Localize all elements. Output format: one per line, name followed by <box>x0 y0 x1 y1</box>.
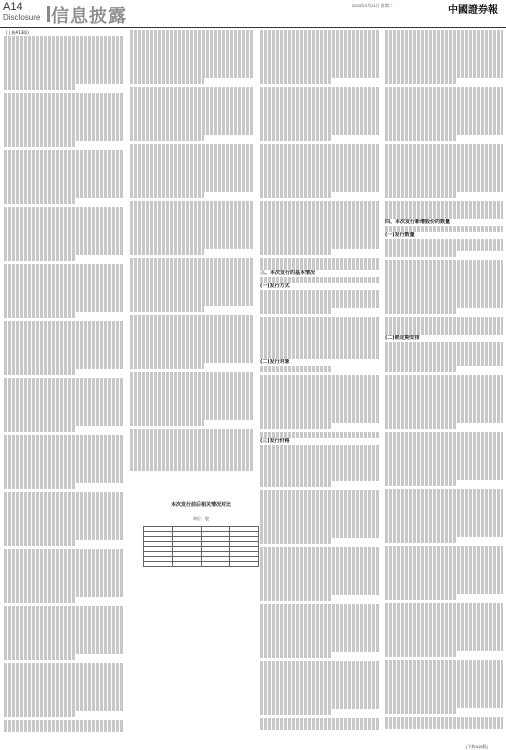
text-column-4 <box>385 30 503 742</box>
text-line <box>260 264 380 270</box>
text-line <box>260 277 380 283</box>
table-cell <box>144 562 173 567</box>
text-line <box>4 426 76 432</box>
text-line <box>130 420 204 426</box>
continued-from-tag: (上接A13版) <box>6 30 29 35</box>
text-line <box>260 308 332 314</box>
text-line <box>4 483 76 489</box>
text-line <box>260 249 332 255</box>
text-line <box>385 135 456 141</box>
text-line <box>260 709 332 715</box>
table-row <box>144 562 259 567</box>
text-line <box>385 192 456 198</box>
section-divider <box>47 6 50 22</box>
text-line <box>260 538 332 544</box>
text-line <box>260 135 332 141</box>
text-line <box>4 540 76 546</box>
table-title: 本次发行前后相关情况对比 <box>170 502 231 508</box>
text-line <box>385 213 503 219</box>
text-line <box>4 84 76 90</box>
section-heading: (二)锁定期安排 <box>385 335 420 341</box>
text-line <box>4 711 76 717</box>
article-body <box>2 30 504 742</box>
page-header <box>0 0 506 28</box>
text-column-3 <box>260 30 380 742</box>
text-line <box>260 432 380 438</box>
continued-to-tag: (下转A15版) <box>466 744 488 749</box>
header-rule <box>0 27 506 28</box>
text-column-2 <box>130 30 254 742</box>
text-line <box>385 366 456 372</box>
text-line <box>385 723 503 729</box>
text-line <box>4 198 76 204</box>
newspaper-masthead: 中國證券報 <box>448 5 498 16</box>
text-column-1 <box>4 36 124 748</box>
text-line <box>385 594 456 600</box>
section-heading: 四、本次发行新增股份的数量 <box>385 219 451 225</box>
section-heading: 三、本次发行的基本情况 <box>260 270 316 276</box>
text-line <box>4 726 124 732</box>
table-cell <box>172 562 201 567</box>
text-line <box>260 366 332 372</box>
text-line <box>385 537 456 543</box>
text-line <box>260 481 332 487</box>
text-line <box>260 192 332 198</box>
text-line <box>4 597 76 603</box>
text-line <box>130 465 254 471</box>
text-line <box>130 135 204 141</box>
text-line <box>4 654 76 660</box>
data-table <box>143 526 259 567</box>
text-line <box>130 78 204 84</box>
text-line <box>385 708 456 714</box>
text-line <box>260 595 332 601</box>
section-heading: (三)发行价格 <box>260 438 290 444</box>
text-line <box>385 251 456 257</box>
table-cell <box>201 562 230 567</box>
text-line <box>260 724 380 730</box>
text-line <box>385 480 456 486</box>
section-name-cn: 信息披露 <box>51 6 127 27</box>
text-line <box>385 329 503 335</box>
text-line <box>385 308 456 314</box>
text-line <box>385 423 456 429</box>
issue-date: 2023年3月21日 星期二 <box>352 3 393 8</box>
table-unit: 单位：股 <box>193 516 209 521</box>
text-line <box>4 255 76 261</box>
text-line <box>130 306 204 312</box>
text-line <box>260 652 332 658</box>
text-line <box>4 141 76 147</box>
section-name-en: Disclosure <box>3 13 41 22</box>
section-heading: (一)发行方式 <box>260 283 290 289</box>
section-heading: (二)发行对象 <box>260 359 290 365</box>
text-line <box>260 78 332 84</box>
text-line <box>385 226 503 232</box>
text-line <box>385 78 456 84</box>
section-heading: (一)发行数量 <box>385 232 415 238</box>
table-cell <box>230 562 259 567</box>
text-line <box>130 363 204 369</box>
text-line <box>4 369 76 375</box>
text-line <box>260 423 332 429</box>
text-line <box>130 249 204 255</box>
text-line <box>130 192 204 198</box>
text-line <box>4 312 76 318</box>
text-line <box>385 651 456 657</box>
text-line <box>260 353 380 359</box>
page-number: A14 <box>3 1 23 13</box>
